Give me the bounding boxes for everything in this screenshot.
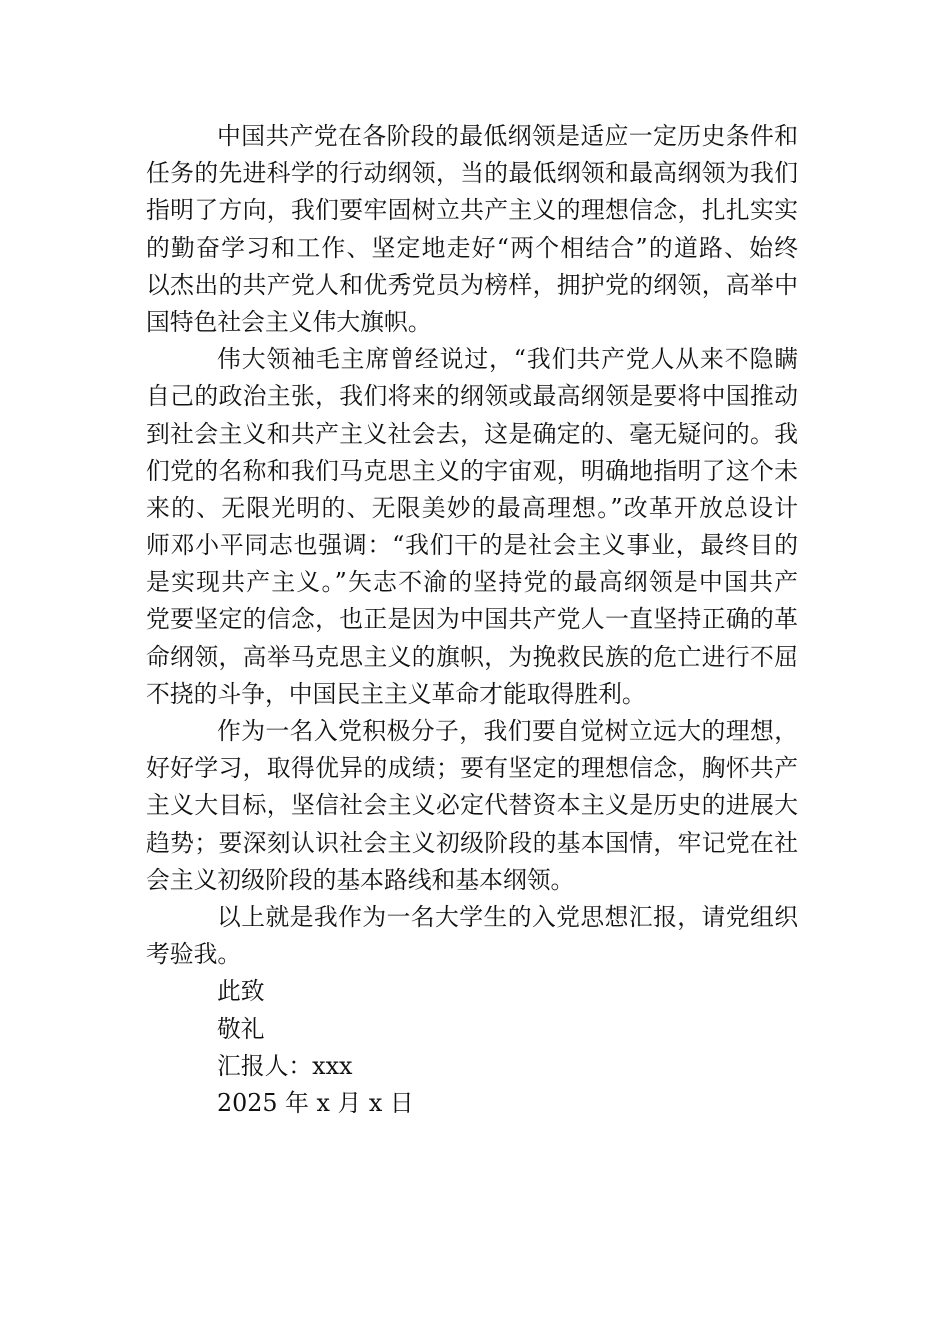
text-line: 师邓小平同志也强调：“我们干的是社会主义事业，最终目的: [146, 531, 798, 560]
text-line: 命纲领，高举马克思主义的旗帜，为挽救民族的危亡进行不屈: [146, 642, 798, 671]
text-line: 以杰出的共产党人和优秀党员为榜样，拥护党的纲领，高举中: [146, 270, 798, 299]
text-line: 任务的先进科学的行动纲领，当的最低纲领和最高纲领为我们: [146, 159, 798, 188]
document-page: [146, 118, 798, 1122]
reporter-signature: 汇报人：xxx: [217, 1051, 353, 1080]
text-line: 中国共产党在各阶段的最低纲领是适应一定历史条件和: [217, 122, 798, 150]
text-line: 党要坚定的信念，也正是因为中国共产党人一直坚持正确的革: [146, 605, 798, 634]
text-line: 好好学习，取得优异的成绩；要有坚定的理想信念，胸怀共产: [146, 754, 798, 783]
paragraph: [146, 118, 798, 341]
text-line: 的勤奋学习和工作、坚定地走好“两个相结合”的道路、始终: [146, 233, 798, 262]
text-line: 们党的名称和我们马克思主义的宇宙观，明确地指明了这个未: [146, 456, 798, 485]
report-date: 2025 年 x 月 x 日: [217, 1088, 414, 1117]
text-line: 是实现共产主义。”矢志不渝的坚持党的最高纲领是中国共产: [146, 568, 798, 597]
salute-line: 敬礼: [217, 1014, 265, 1043]
text-line: 自己的政治主张，我们将来的纲领或最高纲领是要将中国推动: [146, 382, 798, 411]
text-line: 考验我。: [146, 940, 242, 969]
text-line: 以上就是我作为一名大学生的入党思想汇报，请党组织: [217, 902, 798, 931]
text-line: 会主义初级阶段的基本路线和基本纲领。: [146, 865, 575, 894]
closing-block: [146, 973, 798, 1122]
text-line: 国特色社会主义伟大旗帜。: [146, 307, 432, 336]
text-line: 到社会主义和共产主义社会去，这是确定的、毫无疑问的。我: [146, 419, 798, 448]
paragraph: [146, 341, 798, 713]
text-line: 作为一名入党积极分子，我们要自觉树立远大的理想，: [217, 717, 798, 745]
text-line: 不挠的斗争，中国民主主义革命才能取得胜利。: [146, 679, 646, 708]
document-body: [146, 118, 798, 1122]
text-line: 来的、无限光明的、无限美妙的最高理想。”改革开放总设计: [146, 493, 798, 522]
text-line: 伟大领袖毛主席曾经说过，“我们共产党人从来不隐瞒: [217, 345, 798, 374]
text-line: 指明了方向，我们要牢固树立共产主义的理想信念，扎扎实实: [146, 196, 798, 225]
text-line: 趋势；要深刻认识社会主义初级阶段的基本国情，牢记党在社: [146, 828, 798, 857]
greeting-line: 此致: [217, 977, 265, 1006]
paragraph: [146, 713, 798, 899]
text-line: 主义大目标，坚信社会主义必定代替资本主义是历史的进展大: [146, 791, 798, 820]
paragraph: [146, 899, 798, 973]
